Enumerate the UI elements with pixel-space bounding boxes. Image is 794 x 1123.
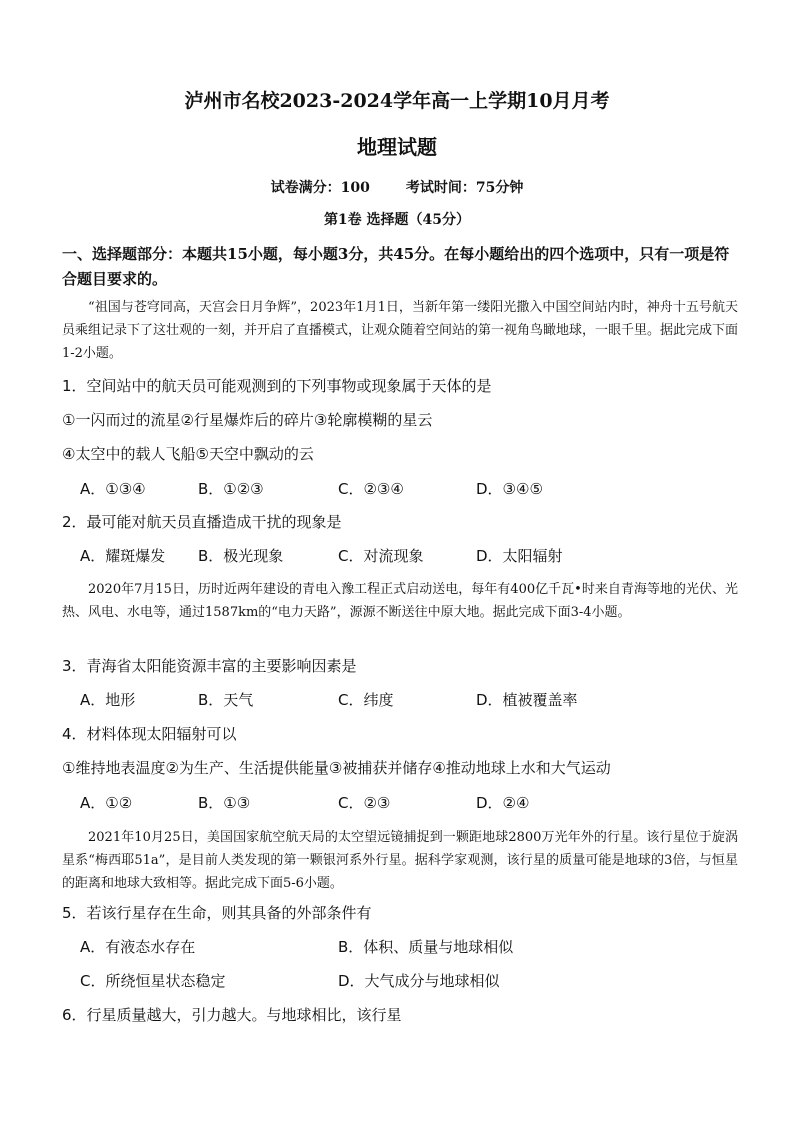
question-2-option-b: B．极光现象 — [198, 547, 284, 565]
question-4-option-d: D．②④ — [476, 794, 530, 812]
section-heading: 第1卷 选择题（45分） — [323, 212, 471, 228]
question-3-stem: 3．青海省太阳能资源丰富的主要影响因素是 — [62, 657, 357, 675]
exam-time: 考试时间：75分钟 — [405, 180, 524, 196]
question-5-option-d: D．大气成分与地球相似 — [338, 972, 500, 990]
question-2-option-d: D．太阳辐射 — [476, 547, 563, 565]
instruction-text: 一、选择题部分：本题共15小题，每小题3分，共45分。在每小题给出的四个选项中，只有一项是符合题目要求的。 — [62, 245, 730, 288]
material-passage-2: 2020年7月15日，历时近两年建设的青电入豫工程正式启动送电，每年有400亿千瓦•时来自青海等地的光伏、光热、风电、水电等，通过1587km的“电力天路”，源源不断送往中原大地。据此完成下面3-4小题。 — [62, 582, 738, 620]
exam-title: 泸州市名校2023-2024学年高一上学期10月月考 — [184, 90, 610, 112]
question-3-option-b: B．天气 — [198, 691, 254, 709]
question-2-option-c: C．对流现象 — [338, 547, 424, 565]
question-6-stem: 6．行星质量越大，引力越大。与地球相比，该行星 — [62, 1006, 402, 1024]
question-2-stem: 2．最可能对航天员直播造成干扰的现象是 — [62, 513, 342, 531]
question-5-option-c: C．所绕恒星状态稳定 — [80, 972, 226, 990]
question-3-option-c: C．纬度 — [338, 691, 394, 709]
full-score: 试卷满分：100 — [270, 180, 370, 196]
question-1-option-d: D．③④⑤ — [476, 480, 543, 498]
question-3-option-d: D．植被覆盖率 — [476, 691, 578, 709]
question-4-option-a: A．①② — [80, 794, 133, 812]
question-2-option-a: A．耀斑爆发 — [80, 547, 166, 565]
question-5-stem: 5．若该行星存在生命，则其具备的外部条件有 — [62, 904, 372, 922]
question-4-option-c: C．②③ — [338, 794, 391, 812]
question-4-option-b: B．①③ — [198, 794, 251, 812]
question-5-option-b: B．体积、质量与地球相似 — [338, 938, 514, 956]
question-1-option-a: A．①③④ — [80, 480, 146, 498]
exam-meta — [0, 177, 794, 197]
question-4-items: ①维持地表温度②为生产、生活提供能量③被捕获并储存④推动地球上水和大气运动 — [62, 759, 611, 777]
question-1-option-b: B．①②③ — [198, 480, 264, 498]
material-passage-3: 2021年10月25日，美国国家航空航天局的太空望远镜捕捉到一颗距地球2800万光年外的行星。该行星位于旋涡星系“梅西耶51a”，是目前人类发现的第一颗银河系外行星。据科学家观测，该行星的质量可能是地球的3倍，与恒星的距离和地球大致相等。据此完成下面5-6小题。 — [62, 830, 738, 891]
question-1-stem: 1．空间站中的航天员可能观测到的下列事物或现象属于天体的是 — [62, 377, 492, 395]
question-1-items-line-2: ④太空中的载人飞船⑤天空中飘动的云 — [62, 445, 314, 463]
material-passage-1: “祖国与苍穹同高，天宫会日月争辉”，2023年1月1日，当新年第一缕阳光撒入中国空间站内时，神舟十五号航天员乘组记录下了这壮观的一刻，并开启了直播模式，让观众随着空间站的第一视角鸟瞰地球，一眼千里。据此完成下面1-2小题。 — [62, 300, 739, 361]
question-4-stem: 4．材料体现太阳辐射可以 — [62, 725, 237, 743]
question-5-option-a: A．有液态水存在 — [80, 938, 196, 956]
question-1-option-c: C．②③④ — [338, 480, 404, 498]
question-3-option-a: A．地形 — [80, 691, 136, 709]
subject-title: 地理试题 — [357, 135, 437, 159]
question-1-items-line-1: ①一闪而过的流星②行星爆炸后的碎片③轮廓模糊的星云 — [62, 411, 433, 429]
